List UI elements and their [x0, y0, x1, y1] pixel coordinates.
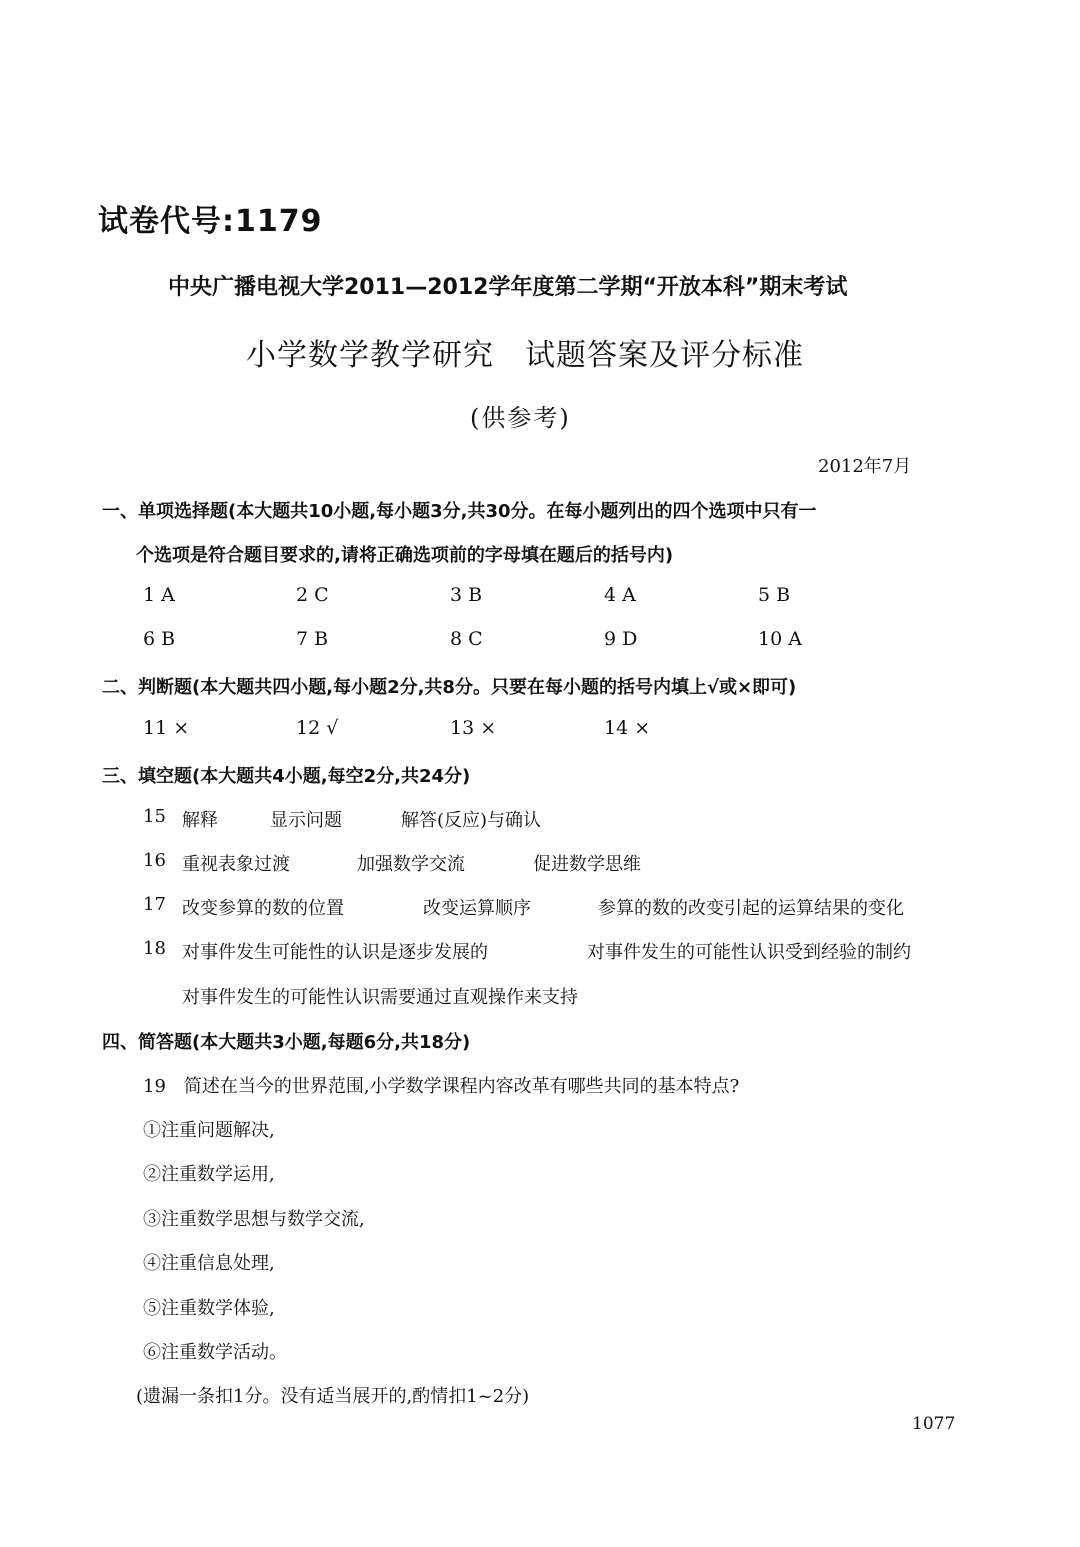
section4-heading: 四、简答题(本大题共3小题,每题6分,共18分): [102, 1032, 471, 1053]
q19-question: 19 简述在当今的世界范围,小学数学课程内容改革有哪些共同的基本特点?: [143, 1076, 740, 1097]
q19-point-1: ①注重问题解决,: [143, 1120, 275, 1141]
q16-answer-1: 重视表象过渡: [182, 854, 290, 875]
q15-answer-2: 显示问题: [270, 810, 342, 831]
section3-heading: 三、填空题(本大题共4小题,每空2分,共24分): [102, 766, 471, 787]
reference-note: (供参考): [470, 404, 571, 432]
answer-1: 1 A: [143, 584, 175, 606]
q19-point-4: ④注重信息处理,: [143, 1253, 275, 1274]
answer-3: 3 B: [450, 584, 483, 606]
q15-answer-3: 解答(反应)与确认: [401, 810, 542, 831]
answer-7: 7 B: [296, 628, 329, 650]
section1-heading-line2: 个选项是符合题目要求的,请将正确选项前的字母填在题后的括号内): [136, 545, 674, 566]
answer-2: 2 C: [296, 584, 329, 606]
q19-point-6: ⑥注重数学活动。: [143, 1342, 287, 1363]
section1-heading-line1: 一、单项选择题(本大题共10小题,每小题3分,共30分。在每小题列出的四个选项中只有一: [102, 501, 817, 522]
q16-answer-2: 加强数学交流: [357, 854, 465, 875]
q17-number: 17: [143, 894, 166, 915]
q19-point-3: ③注重数学思想与数学交流,: [143, 1209, 365, 1230]
q18-answer-3: 对事件发生的可能性认识需要通过直观操作来支持: [182, 987, 578, 1008]
q16-number: 16: [143, 850, 166, 871]
answer-9: 9 D: [604, 628, 638, 650]
page-number: 1077: [912, 1414, 956, 1434]
q18-answer-1: 对事件发生可能性的认识是逐步发展的: [182, 942, 488, 963]
exam-name: 中央广播电视大学2011—2012学年度第二学期“开放本科”期末考试: [168, 275, 848, 300]
answer-6: 6 B: [143, 628, 176, 650]
answer-4: 4 A: [604, 584, 636, 606]
page-title: 小学数学教学研究 试题答案及评分标准: [246, 338, 804, 373]
answer-5: 5 B: [758, 584, 791, 606]
answer-8: 8 C: [450, 628, 483, 650]
answer-10: 10 A: [758, 628, 802, 650]
answer-11: 11 ×: [143, 717, 190, 739]
q18-answer-2: 对事件发生的可能性认识受到经验的制约: [587, 942, 911, 963]
q19-point-5: ⑤注重数学体验,: [143, 1298, 275, 1319]
q15-number: 15: [143, 806, 166, 827]
exam-date: 2012年7月: [818, 456, 912, 477]
answer-14: 14 ×: [604, 717, 651, 739]
paper-code: 试卷代号:1179: [98, 204, 323, 239]
scoring-note: (遗漏一条扣1分。没有适当展开的,酌情扣1~2分): [136, 1386, 530, 1407]
q15-answer-1: 解释: [182, 810, 218, 831]
q17-answer-2: 改变运算顺序: [423, 898, 531, 919]
q17-answer-3: 参算的数的改变引起的运算结果的变化: [598, 898, 904, 919]
answer-13: 13 ×: [450, 717, 497, 739]
q18-number: 18: [143, 938, 166, 959]
q19-point-2: ②注重数学运用,: [143, 1164, 275, 1185]
answer-12: 12 √: [296, 717, 339, 739]
q17-answer-1: 改变参算的数的位置: [182, 898, 344, 919]
q16-answer-3: 促进数学思维: [533, 854, 641, 875]
section2-heading: 二、判断题(本大题共四小题,每小题2分,共8分。只要在每小题的括号内填上√或×即可): [102, 677, 797, 698]
